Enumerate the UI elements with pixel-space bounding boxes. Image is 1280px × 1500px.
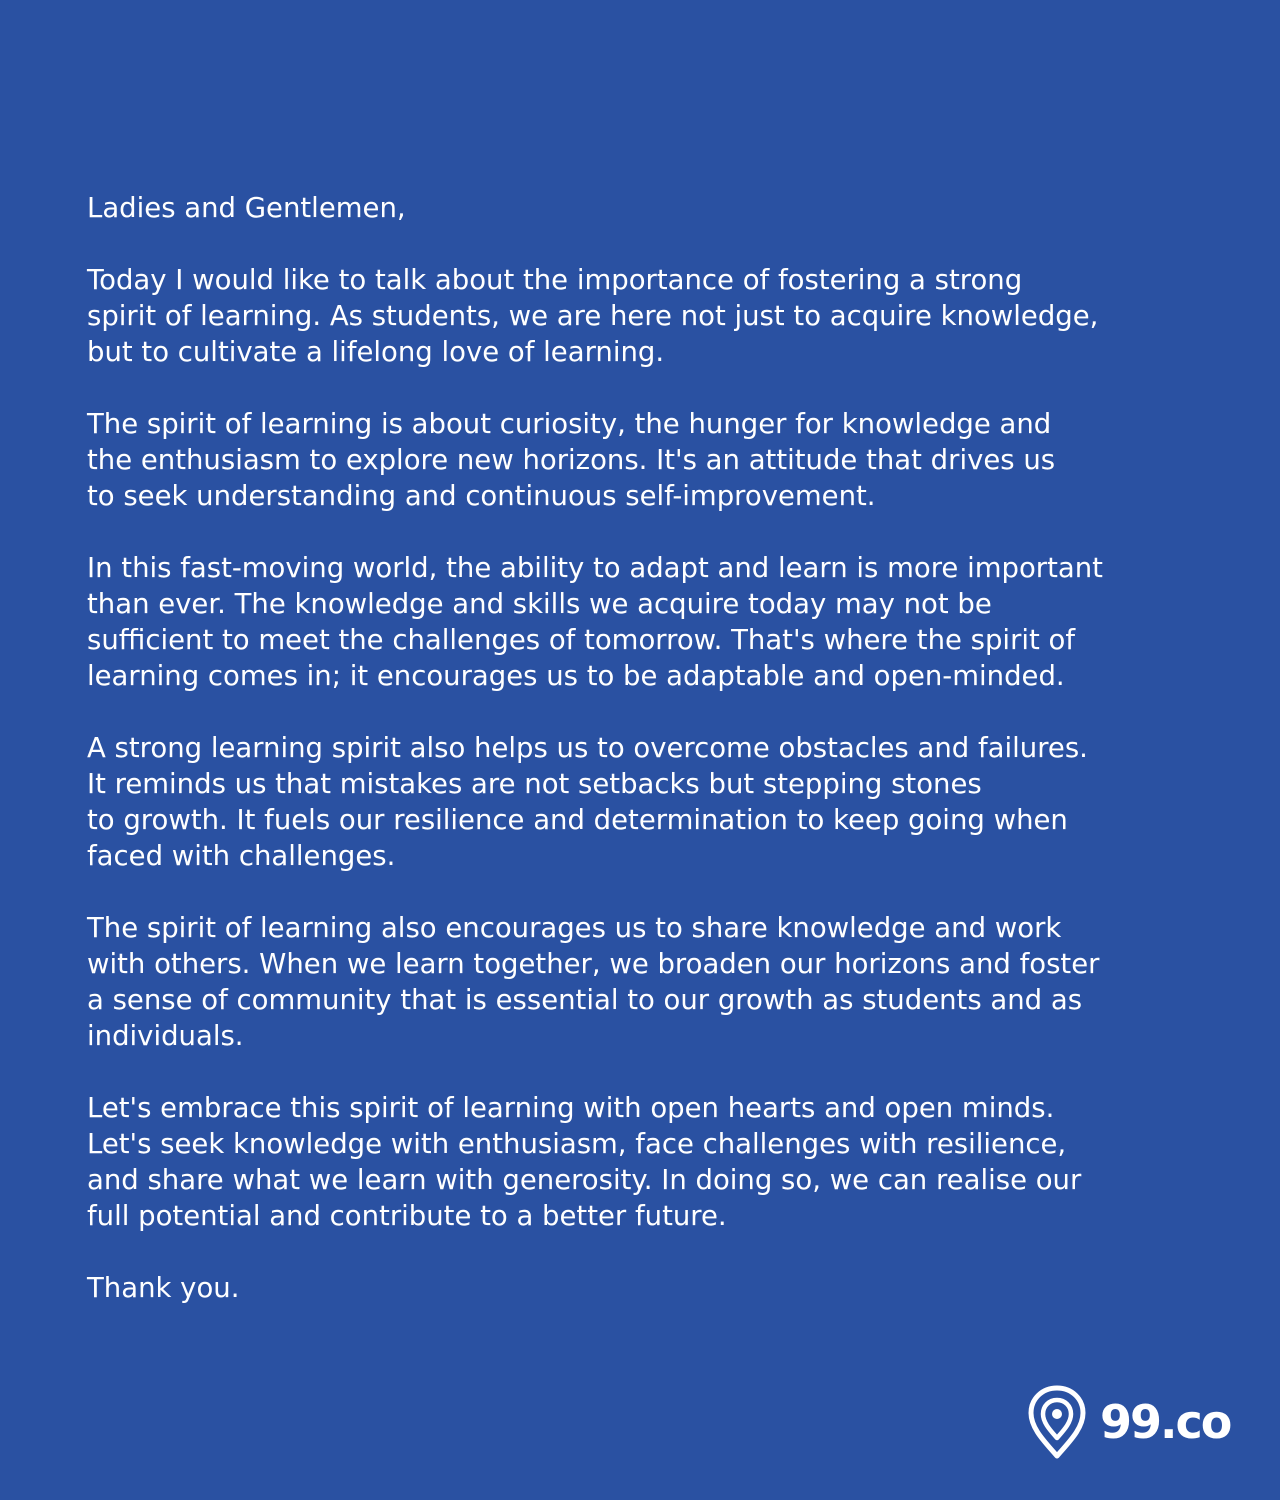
paragraph-line: spirit of learning. As students, we are here not just to acquire knowledge, (87, 300, 1099, 332)
paragraph-line: The spirit of learning is about curiosity, the hunger for knowledge and (87, 408, 1052, 440)
paragraph-6 (87, 1090, 1217, 1234)
closing (87, 1270, 1217, 1306)
paragraph-4 (87, 730, 1217, 874)
paragraph-line: to seek understanding and continuous self-improvement. (87, 480, 876, 512)
greeting-line: Ladies and Gentlemen, (87, 192, 406, 224)
closing-line: Thank you. (87, 1272, 240, 1304)
paragraph-line: Let's seek knowledge with enthusiasm, face challenges with resilience, (87, 1128, 1067, 1160)
paragraph-line: faced with challenges. (87, 840, 396, 872)
paragraph-5 (87, 910, 1217, 1054)
paragraph-line: It reminds us that mistakes are not setbacks but stepping stones (87, 768, 982, 800)
paragraph-line: Today I would like to talk about the importance of fostering a strong (87, 264, 1023, 296)
paragraph-line: but to cultivate a lifelong love of learning. (87, 336, 665, 368)
paragraph-line: The spirit of learning also encourages us to share knowledge and work (87, 912, 1062, 944)
paragraph-line: learning comes in; it encourages us to be adaptable and open-minded. (87, 660, 1065, 692)
paragraph-line: sufficient to meet the challenges of tomorrow. That's where the spirit of (87, 624, 1076, 656)
speech-text (87, 190, 1217, 1342)
brand-logo (1028, 1384, 1230, 1460)
greeting (87, 190, 1217, 226)
location-pin-icon (1028, 1385, 1086, 1459)
paragraph-line: individuals. (87, 1020, 244, 1052)
paragraph-line: than ever. The knowledge and skills we acquire today may not be (87, 588, 992, 620)
paragraph-line: a sense of community that is essential to our growth as students and as (87, 984, 1083, 1016)
brand-logo-text: 99.co (1100, 1395, 1231, 1449)
paragraph-line: A strong learning spirit also helps us to overcome obstacles and failures. (87, 732, 1088, 764)
paragraph-line: Let's embrace this spirit of learning with open hearts and open minds. (87, 1092, 1055, 1124)
paragraph-line: and share what we learn with generosity. In doing so, we can realise our (87, 1164, 1082, 1196)
paragraph-line: In this fast-moving world, the ability to adapt and learn is more important (87, 552, 1103, 584)
paragraph-2 (87, 406, 1217, 514)
paragraph-line: the enthusiasm to explore new horizons. It's an attitude that drives us (87, 444, 1056, 476)
paragraph-line: full potential and contribute to a better future. (87, 1200, 727, 1232)
paragraph-3 (87, 550, 1217, 694)
paragraph-line: with others. When we learn together, we broaden our horizons and foster (87, 948, 1100, 980)
paragraph-1 (87, 262, 1217, 370)
paragraph-line: to growth. It fuels our resilience and determination to keep going when (87, 804, 1068, 836)
